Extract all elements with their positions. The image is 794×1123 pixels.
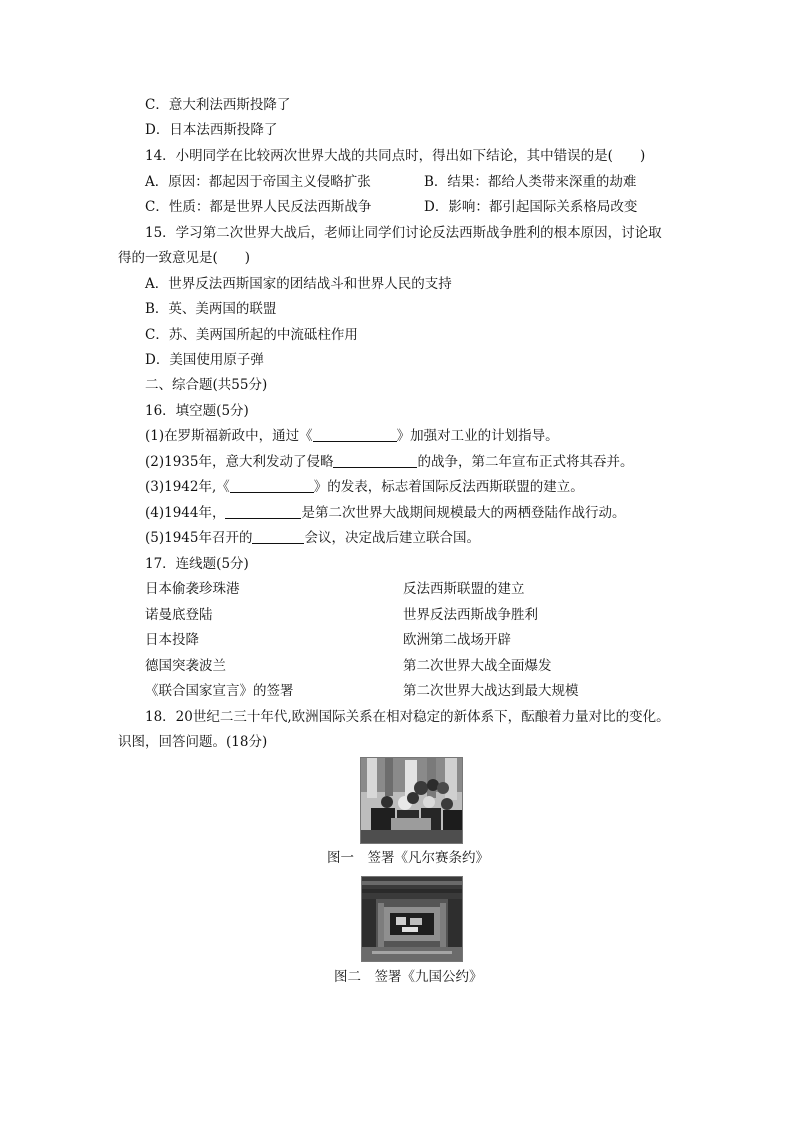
figure-2-photo — [361, 876, 463, 962]
q15-stem-line1: 15．学习第二次世界大战后，老师让同学们讨论反法西斯战争胜利的根本原因，讨论取 — [145, 225, 662, 241]
q15-option-d: D．美国使用原子弹 — [145, 352, 264, 368]
q16-item-1 — [145, 427, 559, 445]
q17-right-item[interactable]: 第二次世界大战全面爆发 — [403, 658, 552, 674]
q15-option-c: C．苏、美两国所起的中流砥柱作用 — [145, 327, 358, 343]
q15-option-b: B．英、美两国的联盟 — [145, 301, 277, 317]
q16-item-2-pre: (2)1935年，意大利发动了侵略 — [145, 454, 334, 470]
q16-item-3-pre: (3)1942年,《 — [145, 479, 230, 495]
q18-stem-line1: 18．20世纪二三十年代,欧洲国际关系在相对稳定的新体系下，酝酿着力量对比的变化。 — [145, 709, 670, 725]
q17-left-item[interactable]: 德国突袭波兰 — [145, 658, 226, 674]
q16-item-5-post: 会议，决定战后建立联合国。 — [304, 530, 480, 546]
q14-stem: 14．小明同学在比较两次世界大战的共同点时，得出如下结论，其中错误的是( ) — [145, 148, 646, 164]
q17-right-item[interactable]: 世界反法西斯战争胜利 — [403, 607, 538, 623]
q16-item-2-post: 的战争，第二年宣布正式将其吞并。 — [417, 454, 634, 470]
q14-option-d: D．影响：都引起国际关系格局改变 — [424, 199, 638, 215]
q17-title: 17．连线题(5分) — [145, 556, 249, 572]
q14-option-c: C．性质：都是世界人民反法西斯战争 — [145, 199, 372, 215]
q16-item-2 — [145, 453, 633, 471]
q17-right-item[interactable]: 第二次世界大战达到最大规模 — [403, 683, 579, 699]
q17-left-item[interactable]: 日本偷袭珍珠港 — [145, 581, 240, 597]
q17-left-item[interactable]: 日本投降 — [145, 632, 199, 648]
q16-blank-5[interactable] — [252, 529, 304, 544]
q16-item-1-pre: (1)在罗斯福新政中，通过《 — [145, 428, 313, 444]
q16-blank-4[interactable] — [225, 504, 301, 519]
q16-blank-2[interactable] — [333, 453, 417, 468]
q16-item-4 — [145, 504, 625, 522]
q14-option-a: A．原因：都起因于帝国主义侵略扩张 — [145, 174, 371, 190]
q16-blank-1[interactable] — [313, 427, 397, 442]
q13-option-c: C．意大利法西斯投降了 — [145, 97, 291, 113]
q16-title: 16．填空题(5分) — [145, 403, 249, 419]
q16-item-3 — [145, 478, 584, 496]
q18-stem-line2: 识图，回答问题。(18分) — [118, 734, 268, 750]
section-heading: 二、综合题(共55分) — [145, 377, 268, 393]
q13-option-d: D．日本法西斯投降了 — [145, 122, 278, 138]
q17-right-item[interactable]: 反法西斯联盟的建立 — [403, 581, 525, 597]
q17-left-item[interactable]: 《联合国家宣言》的签署 — [145, 683, 294, 699]
q17-left-item[interactable]: 诺曼底登陆 — [145, 607, 213, 623]
q16-item-4-pre: (4)1944年， — [145, 505, 226, 521]
figure-1-caption: 图一 签署《凡尔赛条约》 — [327, 850, 489, 866]
q17-right-item[interactable]: 欧洲第二战场开辟 — [403, 632, 511, 648]
versailles-signing-image — [361, 758, 462, 843]
q16-item-1-post: 》加强对工业的计划指导。 — [396, 428, 559, 444]
figure-1-photo — [360, 757, 463, 844]
figure-2-caption: 图二 签署《九国公约》 — [334, 969, 483, 985]
q15-option-a: A．世界反法西斯国家的团结战斗和世界人民的支持 — [145, 276, 452, 292]
q16-item-3-post: 》的发表，标志着国际反法西斯联盟的建立。 — [313, 479, 584, 495]
q16-blank-3[interactable] — [230, 478, 314, 493]
q14-option-b: B．结果：都给人类带来深重的劫难 — [424, 174, 637, 190]
q15-stem-line2: 得的一致意见是( ) — [118, 250, 251, 266]
q16-item-4-post: 是第二次世界大战期间规模最大的两栖登陆作战行动。 — [301, 505, 626, 521]
q16-item-5 — [145, 529, 480, 547]
q16-item-5-pre: (5)1945年召开的 — [145, 530, 253, 546]
nine-power-treaty-image — [362, 877, 462, 961]
